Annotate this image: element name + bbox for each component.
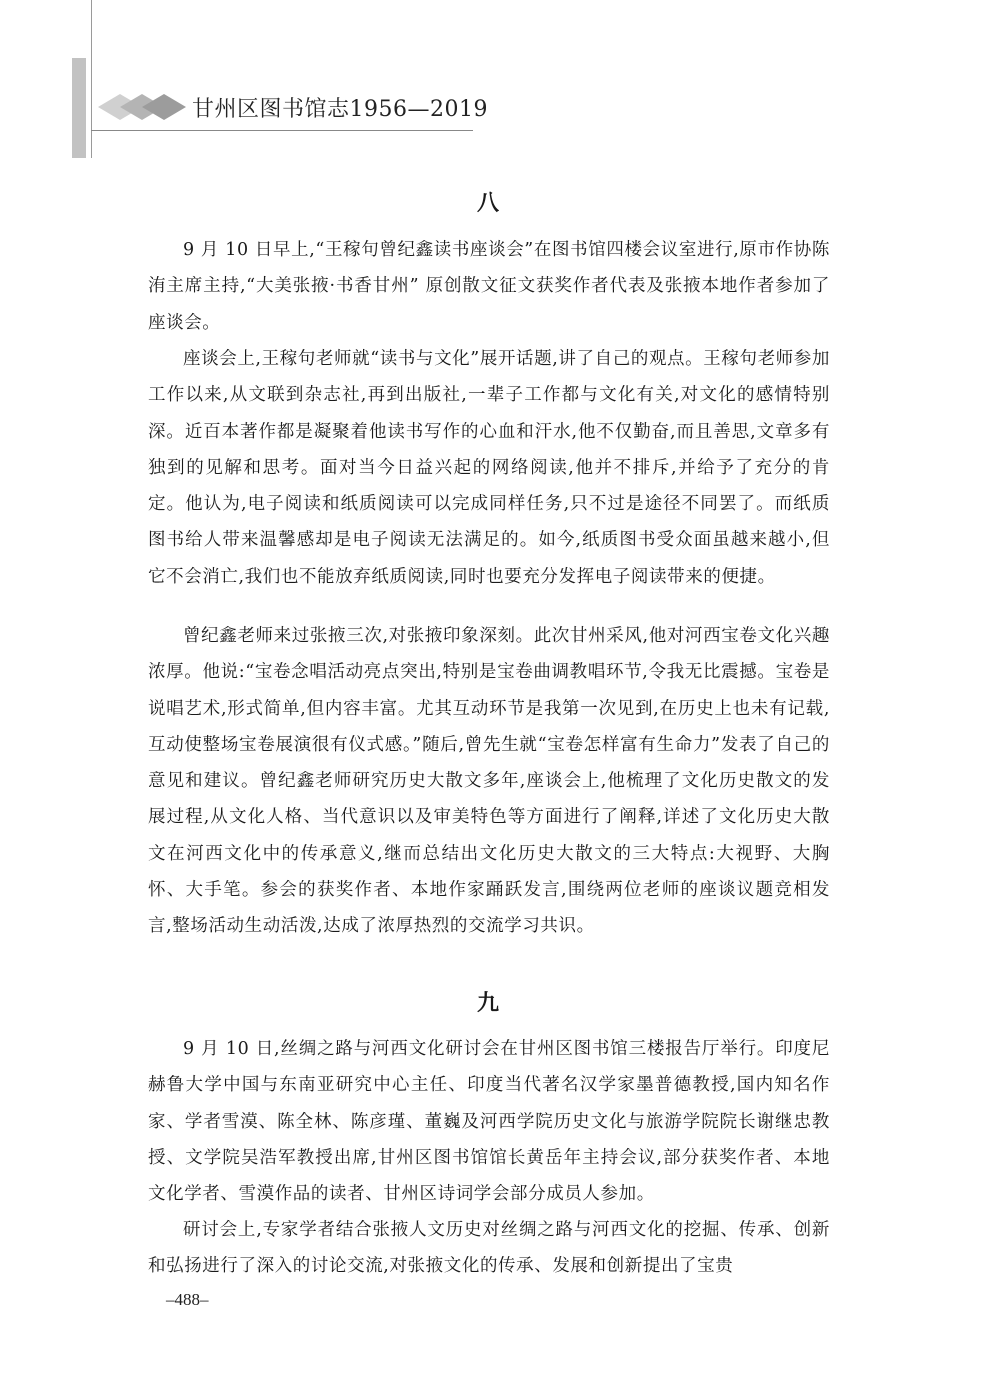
running-header-title: 甘州区图书馆志1956—2019: [192, 97, 488, 122]
header-rule: [91, 130, 473, 131]
header-diamond-ornament: [98, 92, 188, 122]
paragraph: 9 月 10 日早上,“王稼句曾纪鑫读书座谈会”在图书馆四楼会议室进行,原市作协陈洧主席主持,“大美张掖·书香甘州” 原创散文征文获奖作者代表及张掖本地作者参加了座谈会。: [148, 240, 830, 333]
paragraph: 研讨会上,专家学者结合张掖人文历史对丝绸之路与河西文化的挖掘、传承、创新和弘扬进行了深入的讨论交流,对张掖文化的传承、发展和创新提出了宝贵: [148, 1220, 830, 1277]
header-side-bar: [72, 58, 86, 158]
page-number: –488–: [166, 1290, 209, 1309]
header-vertical-rule: [91, 0, 92, 158]
paragraph: 座谈会上,王稼句老师就“读书与文化”展开话题,讲了自己的观点。王稼句老师参加工作以来,从文联到杂志社,再到出版社,一辈子工作都与文化有关,对文化的感情特别深。近百本著作都是凝聚着他读书写作的心血和汗水,他不仅勤奋,而且善思,文章多有独到的见解和思考。面对当今日益兴起的网络阅读,他并不排斥,并给予了充分的肯定。他认为,电子阅读和纸质阅读可以完成同样任务,只不过是途径不同罢了。而纸质图书给人带来温馨感却是电子阅读无法满足的。如今,纸质图书受众面虽越来越小,但它不会消亡,我们也不能放弃纸质阅读,同时也要充分发挥电子阅读带来的便捷。: [148, 349, 830, 587]
paragraph: 9 月 10 日,丝绸之路与河西文化研讨会在甘州区图书馆三楼报告厅举行。印度尼赫鲁大学中国与东南亚研究中心主任、印度当代著名汉学家墨普德教授,国内知名作家、学者雪漠、陈全林、陈彦瑾、董巍及河西学院历史文化与旅游学院院长谢继忠教授、文学院吴浩军教授出席,甘州区图书馆馆长黄岳年主持会议,部分获奖作者、本地文化学者、雪漠作品的读者、甘州区诗词学会部分成员人参加。: [148, 1039, 830, 1205]
section-heading: 九: [476, 991, 499, 1016]
section-heading: 八: [476, 191, 499, 216]
paragraph: 曾纪鑫老师来过张掖三次,对张掖印象深刻。此次甘州采风,他对河西宝卷文化兴趣浓厚。他说:“宝卷念唱活动亮点突出,特别是宝卷曲调教唱环节,令我无比震撼。宝卷是说唱艺术,形式简单,但内容丰富。尤其互动环节是我第一次见到,在历史上也未有记载,互动使整场宝卷展演很有仪式感。”随后,曾先生就“宝卷怎样富有生命力”发表了自己的意见和建议。曾纪鑫老师研究历史大散文多年,座谈会上,他梳理了文化历史散文的发展过程,从文化人格、当代意识以及审美特色等方面进行了阐释,详述了文化历史大散文在河西文化中的传承意义,继而总结出文化历史大散文的三大特点:大视野、大胸怀、大手笔。参会的获奖作者、本地作家踊跃发言,围绕两位老师的座谈议题竞相发言,整场活动生动活泼,达成了浓厚热烈的交流学习共识。: [148, 626, 830, 937]
